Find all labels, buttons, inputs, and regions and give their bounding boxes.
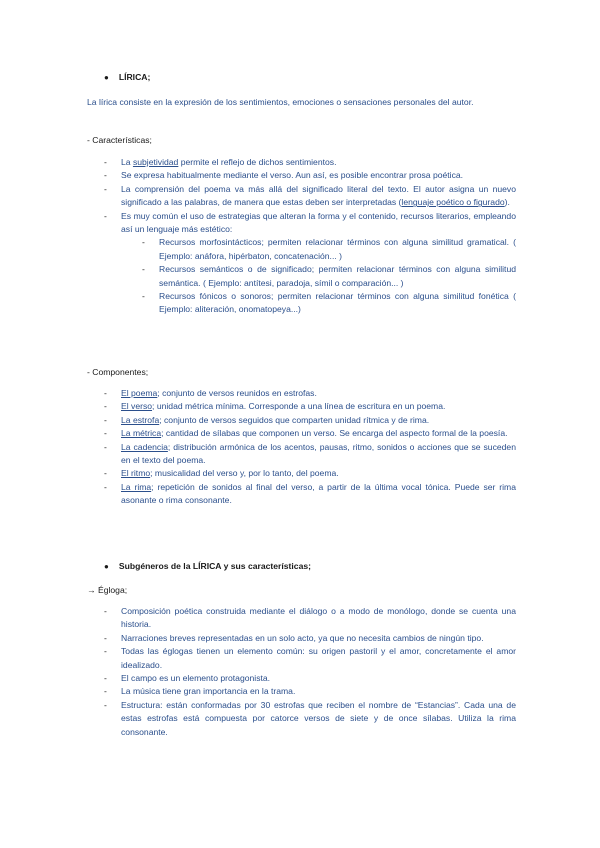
list-item: - El verso; unidad métrica mínima. Corresponde a una línea de escritura en un poema.: [104, 400, 516, 413]
subgeneros-heading: [104, 560, 311, 573]
list-item: - Todas las églogas tienen un elemento común: su origen pastoril y el amor, concretamente el amor idealizado.: [104, 645, 516, 672]
list-item: - El ritmo; musicalidad del verso y, por lo tanto, del poema.: [104, 467, 516, 480]
list-item: - La música tiene gran importancia en la trama.: [104, 685, 516, 698]
term-link[interactable]: La métrica: [121, 428, 162, 439]
componentes-list: [104, 387, 516, 508]
term-link[interactable]: El poema: [121, 388, 158, 398]
componentes-title: - Componentes;: [87, 367, 149, 377]
list-item: - Recursos morfosintácticos; permiten relacionar términos con alguna similitud gramatical. ( Ejemplo: anáfora, hipérbaton, concatenación... ): [142, 236, 516, 263]
term-link[interactable]: El ritmo: [121, 468, 151, 479]
lirica-definition: La lírica consiste en la expresión de los sentimientos, emociones o sensaciones personales del autor.: [87, 97, 474, 107]
term-link[interactable]: El verso: [121, 401, 153, 412]
list-item: - La comprensión del poema va más allá del significado literal del texto. El autor asigna un nuevo significado a las palabras, de manera que estas deben ser interpretadas (lenguaje poético o figurado).: [104, 183, 516, 210]
list-item: - Composición poética construida mediante el diálogo o a modo de monólogo, donde se cuenta una historia.: [104, 605, 516, 632]
term-link[interactable]: La cadencia: [121, 441, 168, 452]
caracteristicas-title: - Características;: [87, 135, 152, 145]
recursos-list: [142, 236, 516, 316]
egloga-list: [104, 605, 516, 739]
list-item: - Estructura: están conformadas por 30 estrofas que reciben el nombre de “Estancias”. Cada una de estas estrofas está compuesta por catorce versos de siete y de once sílabas. Utiliza la rima consonante.: [104, 699, 516, 739]
caracteristicas-list: [104, 156, 516, 317]
subjetividad-link[interactable]: subjetividad: [132, 157, 179, 167]
term-link[interactable]: La estrofa: [121, 414, 160, 425]
list-item: - La estrofa; conjunto de versos seguidos que comparten unidad rítmica y de rima.: [104, 414, 516, 427]
lirica-heading: [104, 71, 150, 84]
list-item: - Narraciones breves representadas en un solo acto, ya que no necesita cambios de ningún tipo.: [104, 632, 516, 645]
list-item: - El campo es un elemento protagonista.: [104, 672, 516, 685]
lenguaje-poetico-link[interactable]: lenguaje poético o figurado: [401, 197, 505, 208]
egloga-title: → Égloga;: [87, 585, 128, 595]
bullet-icon: ●: [104, 562, 109, 571]
list-item: - Recursos semánticos o de significado; permiten relacionar términos con alguna similitud semántica. ( Ejemplo: antítesi, paradoja, símil o comparación... ): [142, 263, 516, 290]
list-item: - El poema; conjunto de versos reunidos en estrofas.: [104, 387, 516, 400]
list-item: - Se expresa habitualmente mediante el verso. Aun así, es posible encontrar prosa poética.: [104, 169, 516, 182]
bullet-icon: ●: [104, 73, 109, 82]
lirica-heading-text: LÍRICA;: [118, 72, 151, 82]
term-link[interactable]: La rima: [121, 481, 152, 492]
list-item: - Es muy común el uso de estrategias que alteran la forma y el contenido, recursos literarios, empleando así un lenguaje más estético: - Recursos morfosintácticos; permiten relacionar términos con alguna similitud gramatical. ( Ejemplo: anáfora, hipérbaton, concatenación... ) - Recursos semánticos o de significado; permiten relacionar términos con alguna similitud semántica. ( Ejemplo: antítesi, paradoja, símil o comparación... ) - Recursos fónicos o sonoros; permiten relacionar términos con alguna similitud fonética ( Ejemplo: aliteración, onomatopeya...): [104, 210, 516, 317]
list-item: - La rima; repetición de sonidos al final del verso, a partir de la última vocal tónica. Puede ser rima asonante o rima consonante.: [104, 481, 516, 508]
list-item: - La cadencia; distribución armónica de los acentos, pausas, ritmo, sonidos o acciones que se suceden en el texto del poema.: [104, 441, 516, 468]
list-item: - La subjetividad permite el reflejo de dichos sentimientos.: [104, 156, 516, 169]
list-item: - La métrica; cantidad de sílabas que componen un verso. Se encarga del aspecto formal de la poesía.: [104, 427, 516, 440]
list-item: - Recursos fónicos o sonoros; permiten relacionar términos con alguna similitud fonética ( Ejemplo: aliteración, onomatopeya...): [142, 290, 516, 317]
subgeneros-heading-text: Subgéneros de la LÍRICA y sus características;: [118, 561, 312, 571]
